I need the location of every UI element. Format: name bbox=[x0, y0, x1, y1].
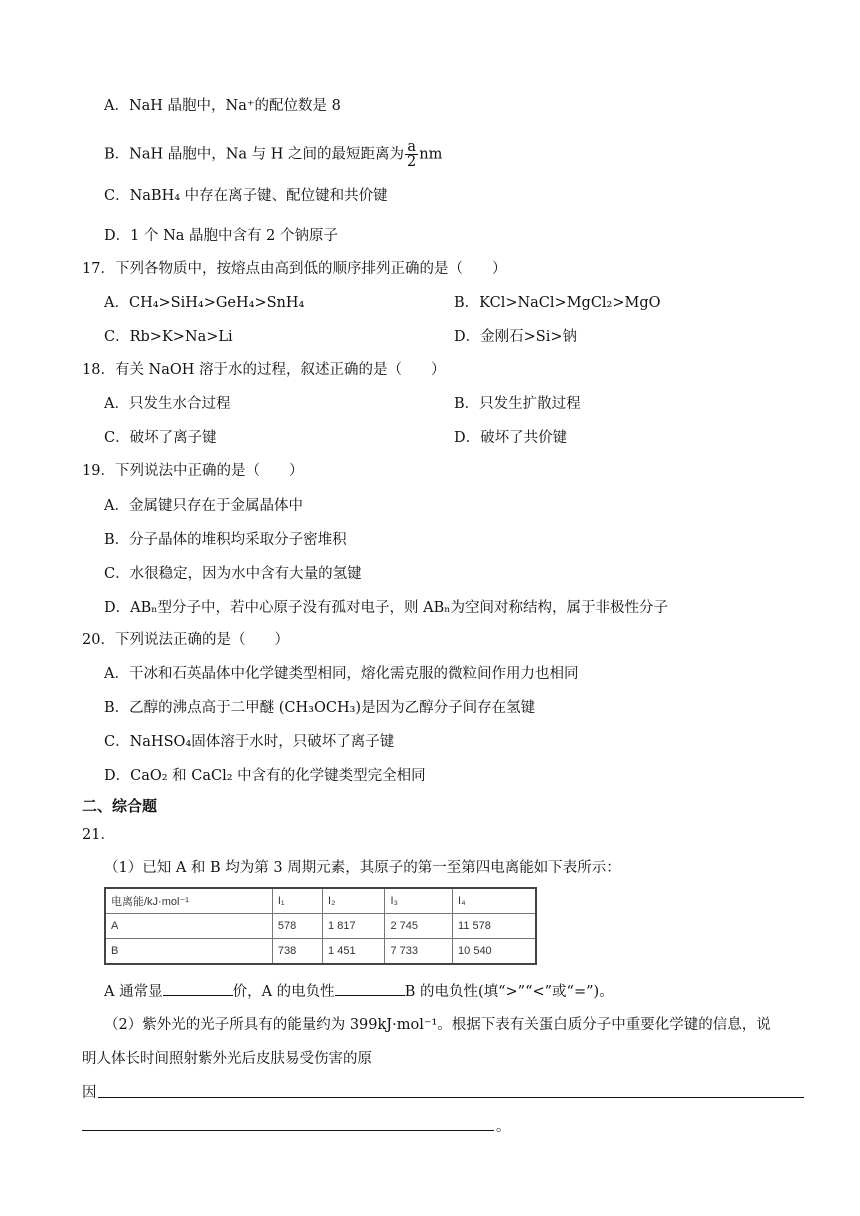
q17-option-b: B．KCl>NaCl>MgCl₂>MgO bbox=[454, 295, 661, 311]
table-row bbox=[105, 939, 536, 965]
table-cell: 2 745 bbox=[385, 914, 453, 939]
fraction-denominator: 2 bbox=[407, 154, 417, 170]
q21-part1-text: （1）已知 A 和 B 均为第 3 周期元素，其原子的第一至第四电离能如下表所示： bbox=[104, 860, 621, 876]
table-cell: 738 bbox=[272, 939, 322, 965]
q20-option-c: C．NaHSO₄固体溶于水时，只破坏了离子键 bbox=[104, 734, 395, 750]
table-header-cell: I₃ bbox=[385, 888, 453, 914]
q19-option-b: B．分子晶体的堆积均采取分子密堆积 bbox=[104, 532, 347, 548]
q21-part2-line1: （2）紫外光的光子所具有的能量约为 399kJ·mol⁻¹。根据下表有关蛋白质分子中重要化学键的信息，说 bbox=[104, 1017, 771, 1033]
table-header-row bbox=[105, 888, 536, 914]
q16-option-c: C．NaBH₄ 中存在离子键、配位键和共价键 bbox=[104, 188, 388, 204]
q18-stem: 18．有关 NaOH 溶于水的过程，叙述正确的是（ ） bbox=[82, 362, 446, 378]
fraction-a-over-2 bbox=[405, 140, 418, 169]
fraction-numerator: a bbox=[405, 140, 418, 155]
ionization-energy-table bbox=[104, 887, 537, 965]
table-cell: A bbox=[105, 914, 272, 939]
table-header-cell: 电离能/kJ·mol⁻¹ bbox=[105, 888, 272, 914]
table-cell: 1 451 bbox=[323, 939, 385, 965]
q21-part2-line3: 因 bbox=[82, 1085, 97, 1101]
q16-option-b-unit: nm bbox=[419, 146, 443, 163]
q17-stem: 17．下列各物质中，按熔点由高到低的顺序排列正确的是（ ） bbox=[82, 261, 507, 277]
answer-line-1[interactable] bbox=[98, 1097, 804, 1098]
q16-option-d: D．1 个 Na 晶胞中含有 2 个钠原子 bbox=[104, 228, 338, 244]
q20-stem: 20．下列说法正确的是（ ） bbox=[82, 632, 289, 648]
q18-option-d: D．破坏了共价键 bbox=[454, 430, 568, 446]
fill-text-b: 价，A 的电负性 bbox=[232, 984, 335, 1000]
answer-blank-valence[interactable] bbox=[163, 981, 233, 996]
q20-option-d: D．CaO₂ 和 CaCl₂ 中含有的化学键类型完全相同 bbox=[104, 768, 426, 784]
q18-option-c: C．破坏了离子键 bbox=[104, 430, 217, 446]
table-cell: 7 733 bbox=[385, 939, 453, 965]
answer-line-2[interactable] bbox=[82, 1130, 494, 1131]
q21-number: 21． bbox=[82, 827, 115, 843]
q16-option-b-text: B．NaH 晶胞中，Na 与 H 之间的最短距离为 bbox=[104, 146, 405, 163]
table-header-cell: I₁ bbox=[272, 888, 322, 914]
answer-blank-electronegativity[interactable] bbox=[335, 981, 405, 996]
q16-option-a: A．NaH 晶胞中，Na⁺的配位数是 8 bbox=[104, 98, 341, 114]
q19-stem: 19．下列说法中正确的是（ ） bbox=[82, 463, 304, 479]
q18-option-a: A．只发生水合过程 bbox=[104, 396, 231, 412]
table-header-cell: I₂ bbox=[323, 888, 385, 914]
q21-part2-end: 。 bbox=[496, 1119, 511, 1135]
q19-option-d: D．ABₙ型分子中，若中心原子没有孤对电子，则 ABₙ为空间对称结构，属于非极性分子 bbox=[104, 600, 669, 616]
table-header-cell: I₄ bbox=[453, 888, 536, 914]
table-cell: 11 578 bbox=[453, 914, 536, 939]
q21-part2-line2: 明人体长时间照射紫外光后皮肤易受伤害的原 bbox=[82, 1051, 372, 1067]
q17-option-d: D．金刚石>Si>钠 bbox=[454, 329, 577, 345]
q20-option-a: A．干冰和石英晶体中化学键类型相同，熔化需克服的微粒间作用力也相同 bbox=[104, 666, 579, 682]
section-title: 二、综合题 bbox=[82, 797, 158, 815]
fill-text-a: A 通常显 bbox=[104, 984, 163, 1000]
q18-option-b: B．只发生扩散过程 bbox=[454, 396, 581, 412]
table-cell: B bbox=[105, 939, 272, 965]
q16-option-b bbox=[104, 140, 442, 169]
fill-text-c: B 的电负性(填“>”“<”或“=”)。 bbox=[404, 984, 614, 1000]
q20-option-b: B．乙醇的沸点高于二甲醚 (CH₃OCH₃)是因为乙醇分子间存在氢键 bbox=[104, 700, 536, 716]
q19-option-c: C．水很稳定，因为水中含有大量的氢键 bbox=[104, 566, 362, 582]
q21-part1-fill bbox=[104, 981, 614, 1002]
table-cell: 1 817 bbox=[323, 914, 385, 939]
table-cell: 578 bbox=[272, 914, 322, 939]
table-row bbox=[105, 914, 536, 939]
q19-option-a: A．金属键只存在于金属晶体中 bbox=[104, 498, 303, 514]
table-cell: 10 540 bbox=[453, 939, 536, 965]
q17-option-c: C．Rb>K>Na>Li bbox=[104, 329, 233, 345]
q17-option-a: A．CH₄>SiH₄>GeH₄>SnH₄ bbox=[104, 295, 305, 311]
